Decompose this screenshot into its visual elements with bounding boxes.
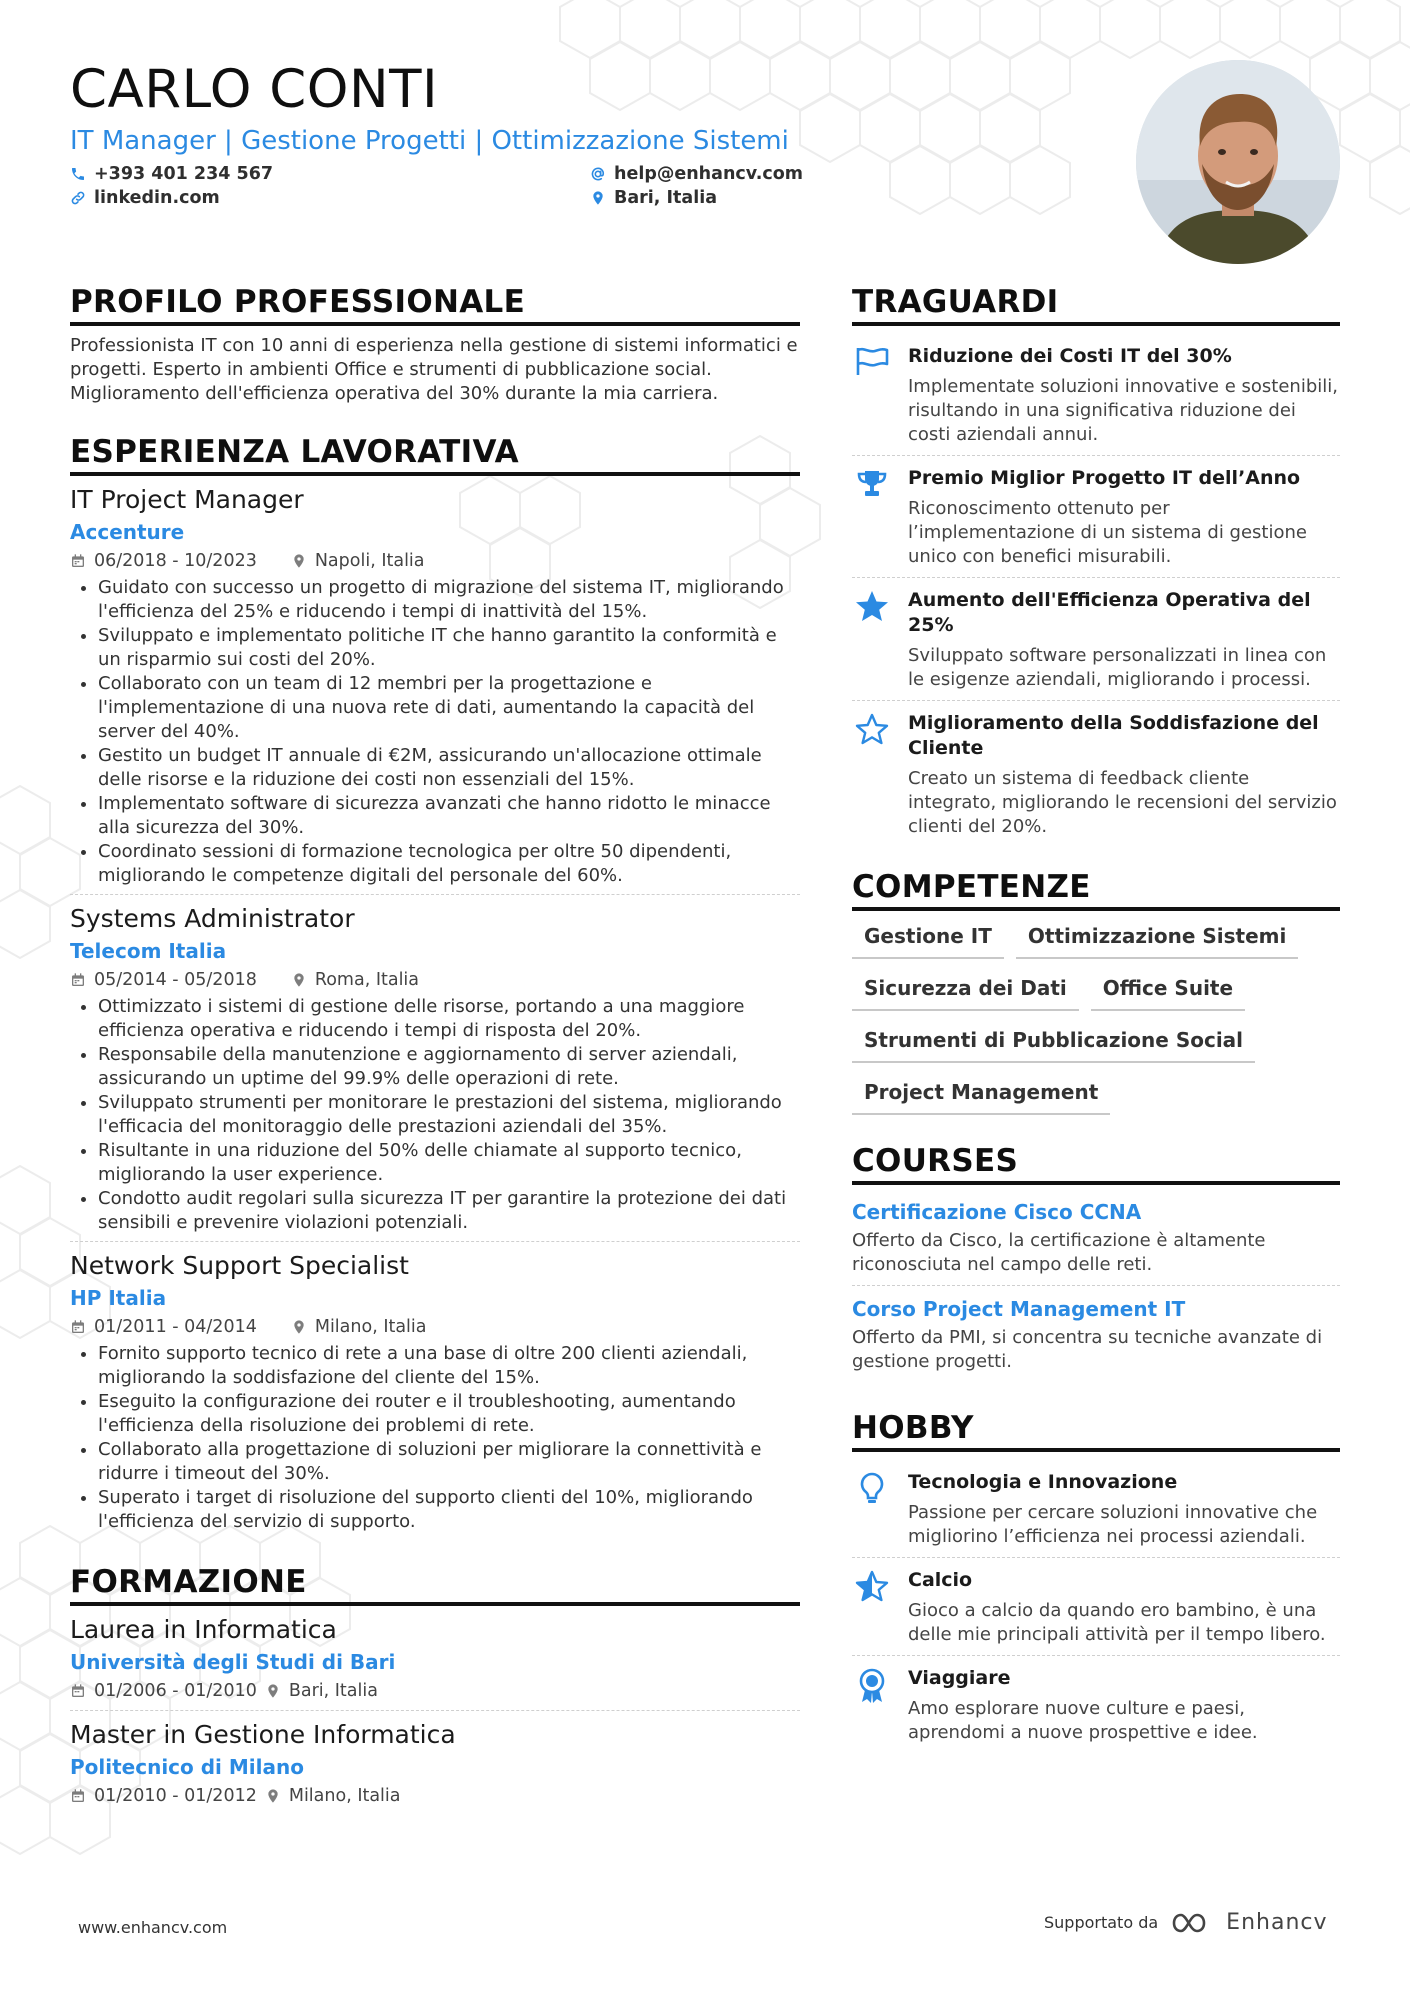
achievements-heading: TRAGUARDI	[852, 282, 1340, 326]
hobby-item	[852, 1656, 1340, 1753]
profile-summary: Professionista IT con 10 anni di esperienza nella gestione di sistemi informatici e progetti. Esperto in ambienti Office e strumenti di pubblicazione social. Miglioramento dell'efficienza operativa del 30% durante la mia carriera.	[70, 335, 798, 404]
achievement-item	[852, 334, 1340, 456]
skill-tag: Gestione IT	[852, 923, 1004, 959]
skill-tag: Office Suite	[1091, 975, 1245, 1011]
education-dates: 01/2006 - 01/2010	[94, 1681, 257, 1701]
education-list	[70, 1614, 800, 1815]
education-school: Università degli Studi di Bari	[70, 1650, 396, 1674]
education-meta	[70, 1783, 800, 1809]
location-pin-icon	[291, 553, 307, 569]
education-degree: Laurea in Informatica	[70, 1615, 337, 1644]
hobby-title: Calcio	[908, 1569, 973, 1591]
job-location: Milano, Italia	[314, 1317, 427, 1337]
powered-by-label: Supportato da	[1044, 1913, 1159, 1932]
job-bullet: • Eseguito la configurazione dei router e il troubleshooting, aumentando l'efficienza della risoluzione dei problemi di rete.	[98, 1390, 800, 1438]
candidate-name: CARLO CONTI	[70, 59, 439, 120]
location-pin-icon	[590, 190, 606, 206]
job-title: Network Support Specialist	[70, 1251, 409, 1280]
calendar-icon	[70, 1683, 86, 1699]
job-bullet: • Responsabile della manutenzione e aggiornamento di server aziendali, assicurando un uptime del 99.9% delle operazioni di rete.	[98, 1043, 800, 1091]
achievements-list	[852, 334, 1340, 847]
education-school: Politecnico di Milano	[70, 1755, 304, 1779]
job-meta	[70, 967, 800, 993]
calendar-icon	[70, 1319, 86, 1335]
job-entry	[70, 484, 800, 894]
education-entry	[70, 1710, 800, 1815]
hobby-desc: Amo esplorare nuove culture e paesi, aprendomi a nuove prospettive e idee.	[908, 1698, 1258, 1743]
job-dates: 01/2011 - 04/2014	[94, 1317, 257, 1337]
experience-list	[70, 484, 800, 1540]
hobby-item	[852, 1558, 1340, 1656]
avatar	[1136, 60, 1340, 264]
brand-name: Enhancv	[1226, 1910, 1328, 1935]
skill-tag: Sicurezza dei Dati	[852, 975, 1079, 1011]
job-title: Systems Administrator	[70, 904, 355, 933]
lightbulb-icon	[858, 1472, 886, 1506]
job-bullet: • Implementato software di sicurezza avanzati che hanno ridotto le minacce alla sicurezza del 30%.	[98, 792, 800, 840]
course-title: Certificazione Cisco CCNA	[852, 1200, 1142, 1224]
right-column	[852, 282, 1340, 1753]
courses-heading: COURSES	[852, 1141, 1340, 1185]
achievement-title: Miglioramento della Soddisfazione del Cliente	[908, 712, 1319, 759]
job-bullets	[70, 576, 800, 888]
job-entry	[70, 1241, 800, 1540]
email-text: help@enhancv.com	[614, 164, 804, 184]
location-pin-icon	[291, 972, 307, 988]
hobby-item	[852, 1460, 1340, 1558]
achievement-desc: Sviluppato software personalizzati in linea con le esigenze aziendali, migliorando i processi.	[908, 645, 1327, 690]
job-bullet: • Collaborato alla progettazione di soluzioni per migliorare la connettività e ridurre i timeout del 30%.	[98, 1438, 800, 1486]
job-bullet: • Gestito un budget IT annuale di €2M, assicurando un'allocazione ottimale delle risorse e la riduzione dei costi non essenziali del 15%.	[98, 744, 800, 792]
profile-heading: PROFILO PROFESSIONALE	[70, 282, 800, 326]
job-bullet: • Collaborato con un team di 12 membri per la progettazione e l'implementazione di una nuova rete di dati, aumentando la capacità del server del 40%.	[98, 672, 800, 744]
courses-list	[852, 1193, 1340, 1382]
award-icon	[857, 1668, 887, 1704]
link-icon	[70, 190, 86, 206]
job-bullets	[70, 1342, 800, 1534]
achievement-desc: Creato un sistema di feedback cliente integrato, migliorando le recensioni del servizio clienti del 20%.	[908, 768, 1337, 837]
phone-icon	[70, 166, 86, 182]
contact-phone[interactable]	[70, 164, 590, 184]
job-bullet: • Guidato con successo un progetto di migrazione del sistema IT, migliorando l'efficienza del 25% e riducendo i tempi di inattività del 15%.	[98, 576, 800, 624]
profile-photo	[1136, 60, 1340, 264]
skills-heading: COMPETENZE	[852, 867, 1340, 911]
star-half-icon	[855, 1570, 889, 1602]
hobbies-heading: HOBBY	[852, 1408, 1340, 1452]
education-meta	[70, 1678, 800, 1704]
job-bullet: • Coordinato sessioni di formazione tecnologica per oltre 50 dipendenti, migliorando le competenze digitali del personale del 60%.	[98, 840, 800, 888]
job-bullet: • Superato i target di risoluzione del supporto clienti del 10%, migliorando l'efficienza del servizio di supporto.	[98, 1486, 800, 1534]
job-dates: 06/2018 - 10/2023	[94, 551, 257, 571]
trophy-icon	[856, 468, 888, 500]
hobby-title: Viaggiare	[908, 1667, 1011, 1689]
location-text: Bari, Italia	[614, 188, 718, 208]
achievement-title: Aumento dell'Efficienza Operativa del 25%	[908, 589, 1311, 636]
at-icon	[590, 166, 606, 182]
experience-heading: ESPERIENZA LAVORATIVA	[70, 432, 800, 476]
job-company: Telecom Italia	[70, 939, 227, 963]
education-dates: 01/2010 - 01/2012	[94, 1786, 257, 1806]
job-bullets	[70, 995, 800, 1235]
job-meta	[70, 548, 800, 574]
calendar-icon	[70, 972, 86, 988]
footer-website[interactable]: www.enhancv.com	[78, 1918, 228, 1937]
course-desc: Offerto da Cisco, la certificazione è altamente riconosciuta nel campo delle reti.	[852, 1230, 1266, 1275]
linkedin-text: linkedin.com	[94, 188, 220, 208]
flag-icon	[855, 346, 889, 376]
star-filled-icon	[855, 590, 889, 622]
skill-tag: Ottimizzazione Sistemi	[1016, 923, 1298, 959]
job-meta	[70, 1314, 800, 1340]
contact-linkedin[interactable]	[70, 188, 590, 208]
location-pin-icon	[265, 1788, 281, 1804]
phone-text: +393 401 234 567	[94, 164, 274, 184]
skill-tag: Strumenti di Pubblicazione Social	[852, 1027, 1255, 1063]
education-entry	[70, 1614, 800, 1710]
job-dates: 05/2014 - 05/2018	[94, 970, 257, 990]
achievement-title: Premio Miglior Progetto IT dell’Anno	[908, 467, 1301, 489]
achievement-desc: Riconoscimento ottenuto per l’implementazione di un sistema di gestione unico con benefici misurabili.	[908, 498, 1307, 567]
location-pin-icon	[291, 1319, 307, 1335]
education-location: Bari, Italia	[288, 1681, 378, 1701]
hobby-desc: Passione per cercare soluzioni innovative che migliorino l’efficienza nei processi aziendali.	[908, 1502, 1318, 1547]
hobby-desc: Gioco a calcio da quando ero bambino, è una delle mie principali attività per il tempo libero.	[908, 1600, 1326, 1645]
job-bullet: • Fornito supporto tecnico di rete a una base di oltre 200 clienti aziendali, migliorando la soddisfazione del cliente del 15%.	[98, 1342, 800, 1390]
job-title: IT Project Manager	[70, 485, 304, 514]
skill-tag: Project Management	[852, 1079, 1110, 1115]
achievement-item	[852, 701, 1340, 847]
achievement-item	[852, 578, 1340, 701]
job-company: Accenture	[70, 520, 185, 544]
job-bullet: • Condotto audit regolari sulla sicurezza IT per garantire la protezione dei dati sensibili e prevenire violazioni potenziali.	[98, 1187, 800, 1235]
course-item	[852, 1285, 1340, 1382]
contact-email[interactable]	[590, 164, 1010, 184]
course-item	[852, 1193, 1340, 1285]
education-degree: Master in Gestione Informatica	[70, 1720, 456, 1749]
job-entry	[70, 894, 800, 1241]
location-pin-icon	[265, 1683, 281, 1699]
achievement-desc: Implementate soluzioni innovative e sostenibili, risultando in una significativa riduzione dei costi aziendali annui.	[908, 376, 1338, 445]
job-location: Roma, Italia	[314, 970, 420, 990]
education-heading: FORMAZIONE	[70, 1562, 800, 1606]
resume-header	[70, 58, 1090, 208]
calendar-icon	[70, 1788, 86, 1804]
job-bullet: • Sviluppato strumenti per monitorare le prestazioni del sistema, migliorando l'efficacia del monitoraggio delle prestazioni aziendali del 35%.	[98, 1091, 800, 1139]
job-bullet: • Risultante in una riduzione del 50% delle chiamate al supporto tecnico, migliorando la user experience.	[98, 1139, 800, 1187]
achievement-title: Riduzione dei Costi IT del 30%	[908, 345, 1232, 367]
skills-list	[852, 923, 1322, 1115]
job-location: Napoli, Italia	[314, 551, 425, 571]
hobbies-list	[852, 1460, 1340, 1753]
course-title: Corso Project Management IT	[852, 1297, 1186, 1321]
job-company: HP Italia	[70, 1286, 167, 1310]
job-bullet: • Ottimizzato i sistemi di gestione delle risorse, portando a una maggiore efficienza operativa e riducendo i tempi di risposta del 20%.	[98, 995, 800, 1043]
hobby-title: Tecnologia e Innovazione	[908, 1471, 1178, 1493]
education-location: Milano, Italia	[288, 1786, 401, 1806]
achievement-item	[852, 456, 1340, 578]
course-desc: Offerto da PMI, si concentra su tecniche avanzate di gestione progetti.	[852, 1327, 1323, 1372]
contact-location	[590, 188, 1010, 208]
footer-branding	[1044, 1910, 1328, 1935]
calendar-icon	[70, 553, 86, 569]
star-outline-icon	[855, 713, 889, 745]
enhancv-logo-icon	[1170, 1911, 1214, 1935]
left-column	[70, 282, 800, 1815]
contact-info	[70, 164, 1090, 208]
job-bullet: • Sviluppato e implementato politiche IT che hanno garantito la conformità e un risparmio sui costi del 20%.	[98, 624, 800, 672]
candidate-title: IT Manager | Gestione Progetti | Ottimizzazione Sistemi	[70, 126, 789, 156]
